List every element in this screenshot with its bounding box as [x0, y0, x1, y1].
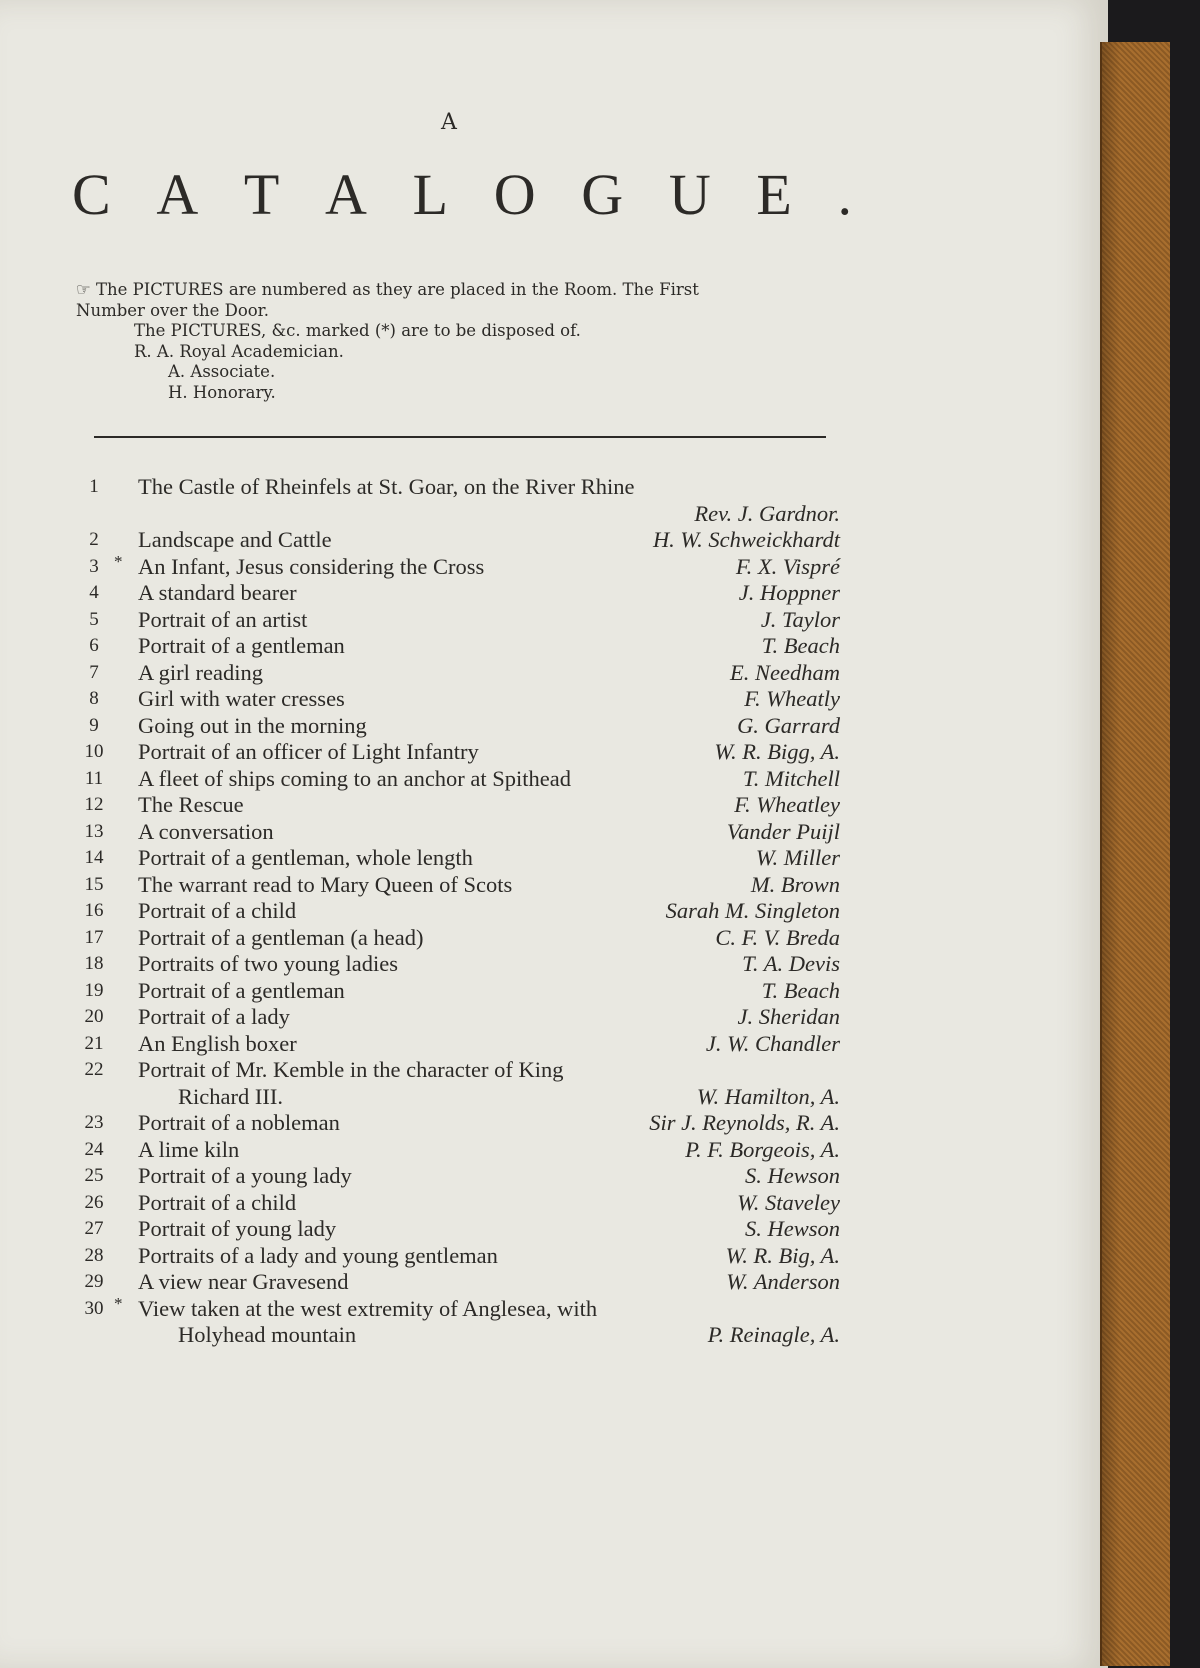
entry-title: Portrait of an artist — [138, 606, 308, 632]
catalogue-entry — [72, 872, 840, 899]
catalogue-entry — [72, 845, 840, 872]
title-letter: G — [581, 162, 624, 227]
title-letter: L — [412, 162, 449, 227]
entry-title: A lime kiln — [138, 1136, 240, 1162]
entry-title: The Rescue — [138, 792, 244, 817]
entry-number: 2 — [89, 529, 99, 550]
entry-artist: J. Sheridan — [737, 1004, 840, 1029]
entry-title: A conversation — [138, 818, 274, 844]
entry-artist: M. Brown — [750, 871, 840, 897]
entry-title: Girl with water cresses — [138, 686, 345, 711]
title-letter: A — [156, 162, 199, 227]
catalogue-entry — [72, 739, 840, 766]
entry-title: Portraits of a lady and young gentleman — [138, 1242, 498, 1268]
small-heading-a: A — [441, 110, 459, 135]
catalogue-entry — [72, 1084, 840, 1111]
entry-artist: C. F. V. Breda — [715, 924, 840, 950]
entry-artist: F. Wheatley — [734, 792, 840, 817]
entry-number: 12 — [84, 794, 104, 815]
entry-title: Portrait of a child — [138, 898, 297, 923]
note-line: R. A. Royal Academician. — [134, 341, 344, 361]
entry-title: An English boxer — [138, 1030, 297, 1056]
entry-artist: T. Beach — [761, 977, 840, 1003]
catalogue-entry — [72, 713, 840, 740]
entry-number: 4 — [89, 582, 99, 603]
catalogue-entry — [72, 1163, 840, 1190]
entry-title: Holyhead mountain — [178, 1322, 357, 1347]
entry-number: 25 — [84, 1165, 104, 1186]
entry-artist: W. Miller — [755, 845, 840, 870]
entry-artist: P. Reinagle, A. — [707, 1322, 840, 1347]
entry-artist: S. Hewson — [745, 1163, 840, 1188]
catalogue-entry — [72, 978, 840, 1005]
entry-number: 3 — [89, 555, 99, 577]
entry-title: Portrait of a gentleman — [138, 633, 345, 658]
entry-title: An Infant, Jesus considering the Cross — [138, 553, 485, 579]
disposal-mark: * — [114, 1293, 123, 1313]
entry-title: Portrait of a child — [138, 1189, 297, 1215]
note-line: ☞ The PICTURES are numbered as they are placed in the Room. The First — [76, 280, 699, 299]
page-title — [72, 160, 852, 230]
entry-number: 27 — [84, 1218, 104, 1239]
divider-rule — [94, 436, 826, 438]
catalogue-entry — [72, 1269, 840, 1296]
entry-artist: W. Hamilton, A. — [696, 1083, 840, 1109]
catalogue-entry — [72, 1137, 840, 1164]
note-line: The PICTURES, &c. marked (*) are to be disposed of. — [134, 321, 581, 340]
catalogue-entry — [72, 1031, 840, 1058]
entry-title: The warrant read to Mary Queen of Scots — [138, 871, 513, 897]
catalogue-entry — [72, 766, 840, 793]
entry-artist: P. F. Borgeois, A. — [685, 1136, 840, 1162]
entry-title: Portrait of a young lady — [138, 1163, 352, 1188]
entry-number: 28 — [84, 1244, 104, 1266]
entry-title: The Castle of Rheinfels at St. Goar, on the River Rhine — [138, 474, 635, 499]
entry-title: Going out in the morning — [138, 712, 367, 738]
entry-artist: F. X. Vispré — [735, 553, 840, 579]
entry-title: A standard bearer — [138, 580, 297, 605]
entry-title: Portrait of young lady — [138, 1216, 337, 1241]
entry-number: 11 — [84, 767, 104, 789]
entry-title: Portrait of an officer of Light Infantry — [138, 739, 479, 764]
entry-number: 9 — [89, 714, 99, 736]
entry-title: A view near Gravesend — [138, 1269, 349, 1294]
entry-artist: W. R. Bigg, A. — [714, 739, 840, 764]
entry-artist: Sarah M. Singleton — [665, 898, 840, 923]
entry-artist: W. Staveley — [737, 1189, 840, 1215]
spine-shadow — [1100, 42, 1120, 1666]
catalogue-entry — [72, 1243, 840, 1270]
catalogue-entry — [72, 819, 840, 846]
entry-title: Portrait of a gentleman, whole length — [138, 845, 473, 870]
title-letter: C — [72, 162, 111, 227]
catalogue-entry — [72, 925, 840, 952]
catalogue-entry — [72, 792, 840, 819]
entry-number: 21 — [84, 1032, 104, 1054]
entry-artist: W. R. Big, A. — [725, 1242, 840, 1268]
entry-number: 23 — [84, 1112, 104, 1133]
entry-title: Landscape and Cattle — [138, 527, 332, 552]
catalogue-entry — [72, 607, 840, 634]
catalogue-entry — [72, 1110, 840, 1137]
catalogue-entry — [72, 898, 840, 925]
catalogue-list — [72, 474, 840, 1349]
entry-artist: T. Beach — [761, 633, 840, 658]
entry-number: 19 — [84, 979, 104, 1001]
title-letter: T — [243, 162, 280, 227]
entry-number: 15 — [84, 873, 104, 895]
catalogue-entry — [72, 551, 840, 581]
entry-title: Richard III. — [178, 1083, 283, 1109]
entry-title: A fleet of ships coming to an anchor at Spithead — [138, 765, 572, 791]
entry-number: 13 — [84, 820, 104, 842]
title-letter: O — [493, 162, 536, 227]
title-letter: . — [837, 162, 852, 227]
entry-title: Portrait of a gentleman — [138, 977, 345, 1003]
entry-number: 30 — [84, 1297, 104, 1319]
entry-artist: S. Hewson — [745, 1216, 840, 1241]
title-letter: U — [668, 162, 711, 227]
catalogue-entry — [72, 501, 840, 528]
entry-title: View taken at the west extremity of Anglesea, with — [138, 1295, 598, 1321]
entry-number: 29 — [84, 1271, 104, 1292]
entry-artist: J. Hoppner — [738, 580, 840, 605]
entry-number: 16 — [84, 900, 104, 921]
catalogue-entry — [72, 686, 840, 713]
entry-artist: F. Wheatly — [744, 686, 840, 711]
title-letter: A — [325, 162, 367, 227]
catalogue-entry — [72, 1293, 840, 1323]
disposal-mark: * — [114, 551, 123, 571]
entry-title: Portrait of a lady — [138, 1004, 290, 1029]
entry-title: Portrait of a gentleman (a head) — [138, 924, 424, 950]
notes-block — [76, 280, 836, 403]
entry-artist: J. W. Chandler — [705, 1030, 840, 1056]
catalogue-entry — [72, 580, 840, 607]
entry-number: 18 — [84, 953, 104, 974]
note-line: H. Honorary. — [168, 382, 276, 402]
catalogue-entry — [72, 660, 840, 687]
note-line: Number over the Door. — [76, 300, 270, 320]
note-line: A. Associate. — [168, 362, 276, 381]
entry-artist: Rev. J. Gardnor. — [694, 500, 840, 526]
entry-artist: T. A. Devis — [742, 951, 840, 976]
entry-title: Portrait of Mr. Kemble in the character of King — [138, 1057, 564, 1082]
catalogue-entry — [72, 1216, 840, 1243]
entry-number: 6 — [89, 635, 99, 656]
entry-number: 7 — [89, 661, 99, 683]
catalogue-entry — [72, 633, 840, 660]
entry-number: 8 — [89, 688, 99, 709]
entry-number: 24 — [84, 1138, 104, 1160]
entry-artist: Sir J. Reynolds, R. A. — [649, 1110, 840, 1135]
entry-number: 22 — [84, 1059, 104, 1080]
entry-number: 1 — [89, 476, 99, 497]
entry-artist: H. W. Schweickhardt — [652, 527, 840, 552]
entry-artist: J. Taylor — [760, 606, 840, 632]
catalogue-entry — [72, 951, 840, 978]
catalogue-entry — [72, 1004, 840, 1031]
entry-number: 26 — [84, 1191, 104, 1213]
catalogue-entry — [72, 1057, 840, 1084]
title-letter: E — [756, 162, 792, 227]
entry-title: A girl reading — [138, 659, 263, 685]
entry-number: 17 — [84, 926, 104, 948]
entry-title: Portraits of two young ladies — [138, 951, 398, 976]
entry-number: 5 — [89, 608, 99, 630]
entry-artist: E. Needham — [730, 659, 840, 685]
catalogue-entry — [72, 527, 840, 554]
entry-artist: G. Garrard — [737, 712, 840, 738]
entry-number: 10 — [84, 741, 104, 762]
entry-artist: T. Mitchell — [742, 765, 840, 791]
catalogue-entry — [72, 1190, 840, 1217]
entry-number: 14 — [84, 847, 104, 868]
entry-number: 20 — [84, 1006, 104, 1027]
entry-artist: W. Anderson — [726, 1269, 840, 1294]
catalogue-entry — [72, 1322, 840, 1349]
catalogue-entry — [72, 474, 840, 501]
entry-title: Portrait of a nobleman — [138, 1110, 340, 1135]
entry-artist: Vander Puijl — [726, 818, 840, 844]
